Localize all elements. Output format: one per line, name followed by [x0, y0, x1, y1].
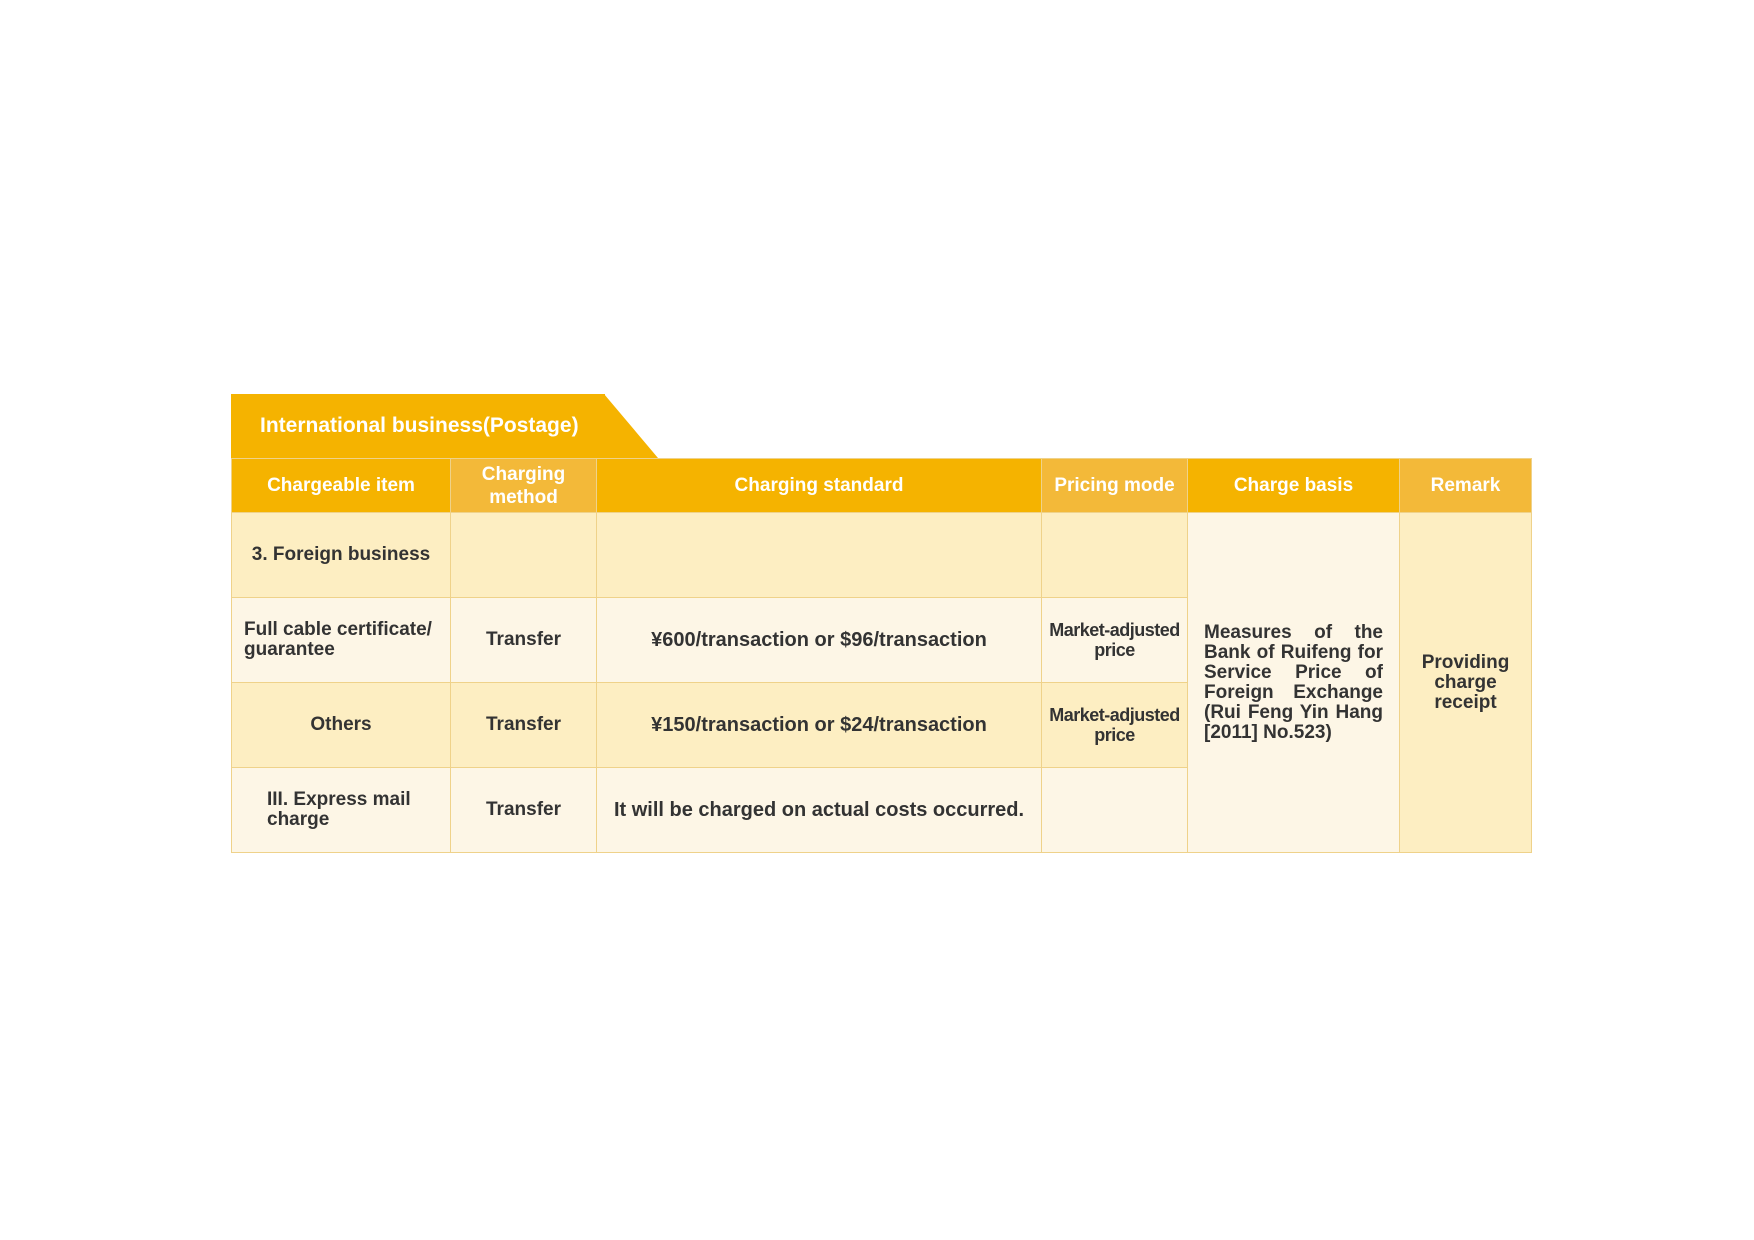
cell-chargeable-item: Others [232, 683, 451, 768]
cell-remark: Providing charge receipt [1400, 513, 1532, 853]
cell-charging-standard: ¥150/transaction or $24/transaction [597, 683, 1042, 768]
header-charging-method: Charging method [451, 459, 597, 513]
fee-table [231, 458, 1532, 853]
cell-charging-standard: It will be charged on actual costs occurred. [597, 768, 1042, 853]
cell-pricing-mode: Market-adjusted price [1042, 598, 1188, 683]
cell-chargeable-item: Full cable certificate/ guarantee [232, 598, 451, 683]
table-header-row [232, 459, 1532, 513]
section-title-tab-slant [604, 394, 658, 458]
cell-pricing-mode [1042, 513, 1188, 598]
cell-charging-method: Transfer [451, 768, 597, 853]
header-remark: Remark [1400, 459, 1532, 513]
cell-pricing-mode [1042, 768, 1188, 853]
cell-chargeable-item: III. Express mail charge [232, 768, 451, 853]
cell-charging-method: Transfer [451, 683, 597, 768]
header-charging-standard: Charging standard [597, 459, 1042, 513]
cell-charging-method: Transfer [451, 598, 597, 683]
table-row [232, 513, 1532, 598]
cell-pricing-mode: Market-adjusted price [1042, 683, 1188, 768]
cell-charging-standard [597, 513, 1042, 598]
header-chargeable-item: Chargeable item [232, 459, 451, 513]
header-charge-basis: Charge basis [1188, 459, 1400, 513]
header-pricing-mode: Pricing mode [1042, 459, 1188, 513]
section-title: International business(Postage) [260, 414, 579, 437]
cell-charge-basis: Measures of the Bank of Ruifeng for Service Price of Foreign Exchange (Rui Feng Yin Hang [2011] No.523) [1188, 513, 1400, 853]
cell-charging-method [451, 513, 597, 598]
cell-chargeable-item: 3. Foreign business [232, 513, 451, 598]
cell-charging-standard: ¥600/transaction or $96/transaction [597, 598, 1042, 683]
